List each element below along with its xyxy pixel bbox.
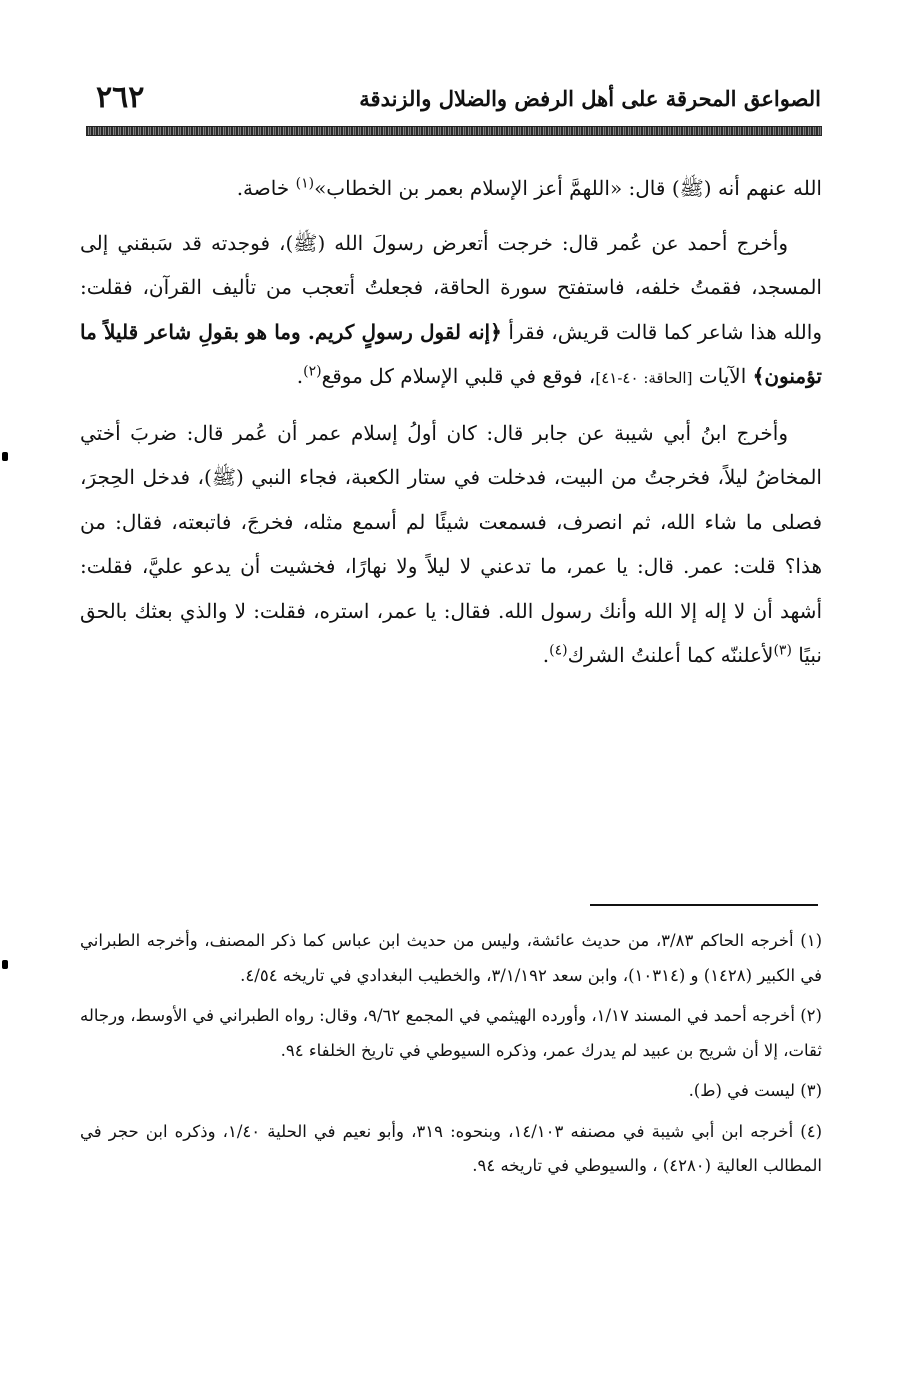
- paragraph-3: [80, 411, 822, 678]
- paragraph-2-after: ، فوقع في قلبي الإسلام كل موقع: [321, 364, 596, 388]
- paragraph-3-middle: لأعلننّه كما أعلنتُ الشرك: [567, 643, 774, 667]
- paragraph-2-text: وأخرج أحمد عن عُمر قال: خرجت أتعرض رسولَ الله (ﷺ)، فوجدته قد سَبقني إلى المسجد، فقمتُ خلفه، فاستفتح سورة الحاقة، فجعلتُ أتعجب من تأليف القرآن، فقلت: والله هذا شاعر كما قالت قريش، فقرأ: [80, 230, 822, 344]
- paragraph-1-text: الله عنهم أنه (ﷺ) قال: «اللهمَّ أعز الإسلام بعمر بن الخطاب»: [314, 176, 822, 200]
- sura-reference: [الحاقة: ٤٠-٤١]: [595, 369, 693, 387]
- footnote-marker-3: (٣): [773, 642, 792, 659]
- scan-mark: [2, 960, 8, 969]
- header-rule: [86, 126, 822, 136]
- main-text: [80, 166, 822, 688]
- footnote-3: (٣) ليست في (ط).: [688, 1081, 822, 1100]
- paragraph-2-middle: الآيات: [692, 364, 753, 388]
- running-title: الصواعق المحرقة على أهل الرفض والضلال والزندقة: [359, 86, 821, 111]
- paragraph-3-end: .: [542, 643, 550, 667]
- footnotes: [80, 924, 822, 1190]
- footnote-separator: [590, 904, 818, 906]
- paragraph-3-text: وأخرج ابنُ أبي شيبة عن جابر قال: كان أولُ إسلام عمر أن عُمر قال: ضربَ أختي المخاضُ ليلاً، فخرجتُ من البيت، فدخلت في ستار الكعبة، فجاء النبي (ﷺ)، فدخل الحِجرَ، فصلى ما شاء الله، ثم انصرف، فسمعت شيئًا لم أسمع مثله، فخرجَ، فاتبعته، فقال: من هذا؟ قلت: عمر. قال: يا عمر، ما تدعني لا ليلاً ولا نهارًا، فخشيت أن يدعو عليَّ، فقلت: أشهد أن لا إله إلا الله وأنك رسول الله. فقال: يا عمر، استره، فقلت: لا والذي بعثك بالحق نبيًا: [80, 420, 822, 667]
- page-number: ٢٦٢: [96, 80, 145, 115]
- footnote-1: (١) أخرجه الحاكم ٣/٨٣، من حديث عائشة، وليس من حديث ابن عباس كما ذكر المصنف، وأخرجه الطبراني في الكبير (١٤٢٨) و (١٠٣١٤)، وابن سعد ٣/١/١٩٢، والخطيب البغدادي في تاريخه ٤/٥٤.: [80, 931, 822, 985]
- page-header: [88, 78, 821, 122]
- paragraph-2: [80, 221, 822, 401]
- footnote-marker-2: (٢): [303, 363, 322, 380]
- footnote-4: (٤) أخرجه ابن أبي شيبة في مصنفه ١٤/١٠٣، وبنحوه: ٣١٩، وأبو نعيم في الحلية ١/٤٠، وذكره ابن حجر في المطالب العالية (٤٢٨٠) ، والسيوطي في تاريخه ٩٤.: [80, 1121, 823, 1175]
- paragraph-1: [80, 166, 822, 211]
- footnote-2: (٢) أخرجه أحمد في المسند ١/١٧، وأورده الهيثمي في المجمع ٩/٦٢، وقال: رواه الطبراني في الأوسط، ورجاله ثقات، إلا أن شريح بن عبيد لم يدرك عمر، وذكره السيوطي في تاريخ الخلفاء ٩٤.: [80, 1006, 822, 1060]
- paragraph-2-end: .: [296, 364, 304, 388]
- paragraph-1-end: خاصة.: [236, 176, 296, 200]
- footnote-marker-4: (٤): [549, 642, 568, 659]
- footnote-marker-1: (١): [295, 175, 315, 192]
- scan-mark: [2, 452, 8, 461]
- quran-verse: ﴿إنه لقول رسولٍ كريم. وما هو بقولِ شاعر قليلاً ما تؤمنون﴾: [80, 319, 822, 388]
